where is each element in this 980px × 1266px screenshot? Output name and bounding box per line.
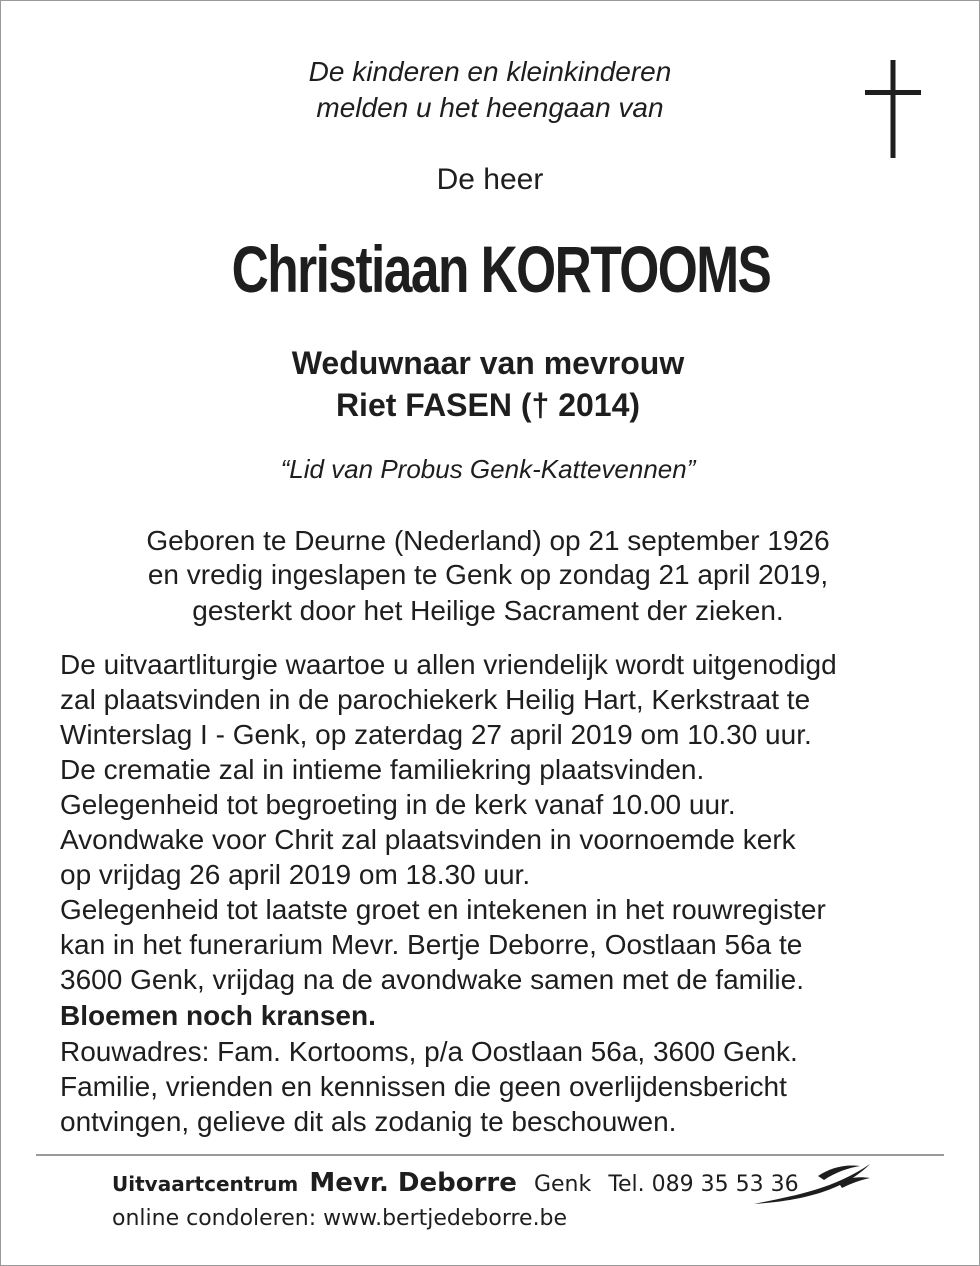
footer-funeral-home — [112, 1168, 799, 1198]
body-line: Gelegenheid tot begroeting in de kerk vanaf 10.00 uur. — [60, 789, 736, 820]
body-line: Gelegenheid tot laatste groet en intekenen in het rouwregister — [60, 894, 826, 925]
footer-city: Genk — [533, 1172, 592, 1197]
body-line: 3600 Genk, vrijdag na de avondwake samen met de familie. — [60, 964, 804, 995]
body-line: Avondwake voor Chrit zal plaatsvinden in voornoemde kerk — [60, 824, 796, 855]
bio-line-died: en vredig ingeslapen te Genk op zondag 21 april 2019, — [147, 559, 829, 590]
honorific-title: De heer — [436, 163, 544, 196]
body-line: Rouwadres: Fam. Kortooms, p/a Oostlaan 56a, 3600 Genk. — [60, 1036, 798, 1067]
bird-logo-icon — [752, 1160, 876, 1210]
footer-phone: Tel. 089 35 53 36 — [608, 1172, 799, 1197]
body-line: op vrijdag 26 april 2019 om 18.30 uur. — [60, 859, 531, 890]
footer-divider — [36, 1154, 944, 1156]
body-line: zal plaatsvinden in de parochiekerk Heilig Hart, Kerkstraat te — [60, 684, 811, 715]
widower-line-2: Riet FASEN († 2014) — [335, 387, 641, 423]
footer-label: Uitvaartcentrum — [112, 1172, 299, 1196]
deceased-name: Christiaan KORTOOMS — [231, 232, 771, 306]
intro-line-2: melden u het heengaan van — [316, 92, 664, 123]
body-line: ontvingen, gelieve dit als zodanig te beschouwen. — [60, 1106, 677, 1137]
footer-brand: Mevr. Deborre — [309, 1168, 517, 1198]
body-line: De uitvaartliturgie waartoe u allen vriendelijk wordt uitgenodigd — [60, 649, 837, 680]
body-line: Familie, vrienden en kennissen die geen overlijdensbericht — [60, 1071, 787, 1102]
no-flowers-notice: Bloemen noch kransen. — [60, 1000, 376, 1031]
motto-quote: “Lid van Probus Genk-Kattevennen” — [280, 454, 696, 484]
bio-line-born: Geboren te Deurne (Nederland) op 21 september 1926 — [146, 525, 830, 556]
body-line: kan in het funerarium Mevr. Bertje Deborre, Oostlaan 56a te — [60, 929, 803, 960]
bio-line-sacrament: gesterkt door het Heilige Sacrament der zieken. — [192, 595, 784, 626]
widower-line-1: Weduwnaar van mevrouw — [291, 345, 685, 381]
body-line: De crematie zal in intieme familiekring plaatsvinden. — [60, 754, 705, 785]
intro-line-1: De kinderen en kleinkinderen — [308, 56, 672, 87]
body-line: Winterslag I - Genk, op zaterdag 27 april 2019 om 10.30 uur. — [60, 719, 812, 750]
footer-online-condolences: online condoleren: www.bertjedeborre.be — [112, 1206, 568, 1231]
